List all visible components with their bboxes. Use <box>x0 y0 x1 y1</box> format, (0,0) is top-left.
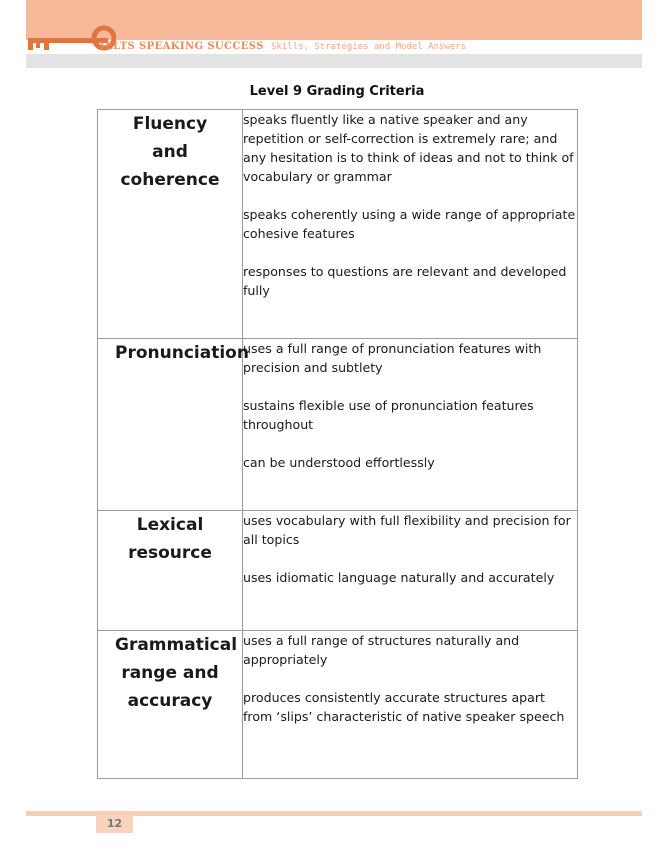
descriptor: speaks coherently using a wide range of appropriate cohesive features <box>243 207 576 241</box>
table-row <box>98 511 578 631</box>
descriptor: responses to questions are relevant and developed fully <box>243 264 567 298</box>
table-row <box>98 631 578 779</box>
criterion-cell <box>98 110 243 339</box>
descriptor: uses vocabulary with full flexibility and precision for all topics <box>243 513 571 547</box>
header-band <box>26 0 642 40</box>
descriptor-cell <box>243 631 578 779</box>
descriptor: uses a full range of pronunciation features with precision and subtlety <box>243 341 542 375</box>
descriptor: sustains flexible use of pronunciation features throughout <box>243 398 534 432</box>
brand <box>100 40 466 54</box>
criterion-name: Lexical resource <box>128 515 212 563</box>
brand-title: IELTS SPEAKING SUCCESS <box>100 41 264 52</box>
descriptor: uses idiomatic language naturally and accurately <box>243 570 555 585</box>
criterion-cell <box>98 339 249 511</box>
descriptor: produces consistently accurate structures apart from ‘slips’ characteristic of native speaker speech <box>243 690 565 724</box>
descriptor: uses a full range of structures naturally and appropriately <box>243 633 520 667</box>
header-rule <box>26 54 642 68</box>
descriptor: speaks fluently like a native speaker and any repetition or self-correction is extremely rare; and any hesitation is to think of ideas and not to think of vocabulary or grammar <box>243 112 574 184</box>
brand-subtitle: Skills, Strategies and Model Answers <box>271 42 467 52</box>
page-number: 12 <box>96 815 133 833</box>
table-row <box>98 339 578 511</box>
criteria-table <box>97 109 578 779</box>
criterion-name: Grammatical range and accuracy <box>115 635 238 711</box>
table-row <box>98 110 578 339</box>
page-title: Level 9 Grading Criteria <box>249 84 425 99</box>
criterion-cell <box>98 631 243 779</box>
criterion-name: Pronunciation <box>115 343 249 363</box>
criterion-name: Fluency and coherence <box>120 114 220 190</box>
criterion-cell <box>98 511 243 631</box>
descriptor-cell <box>243 511 578 631</box>
descriptor: can be understood effortlessly <box>243 455 435 470</box>
descriptor-cell <box>243 110 578 339</box>
descriptor-cell <box>243 339 578 511</box>
